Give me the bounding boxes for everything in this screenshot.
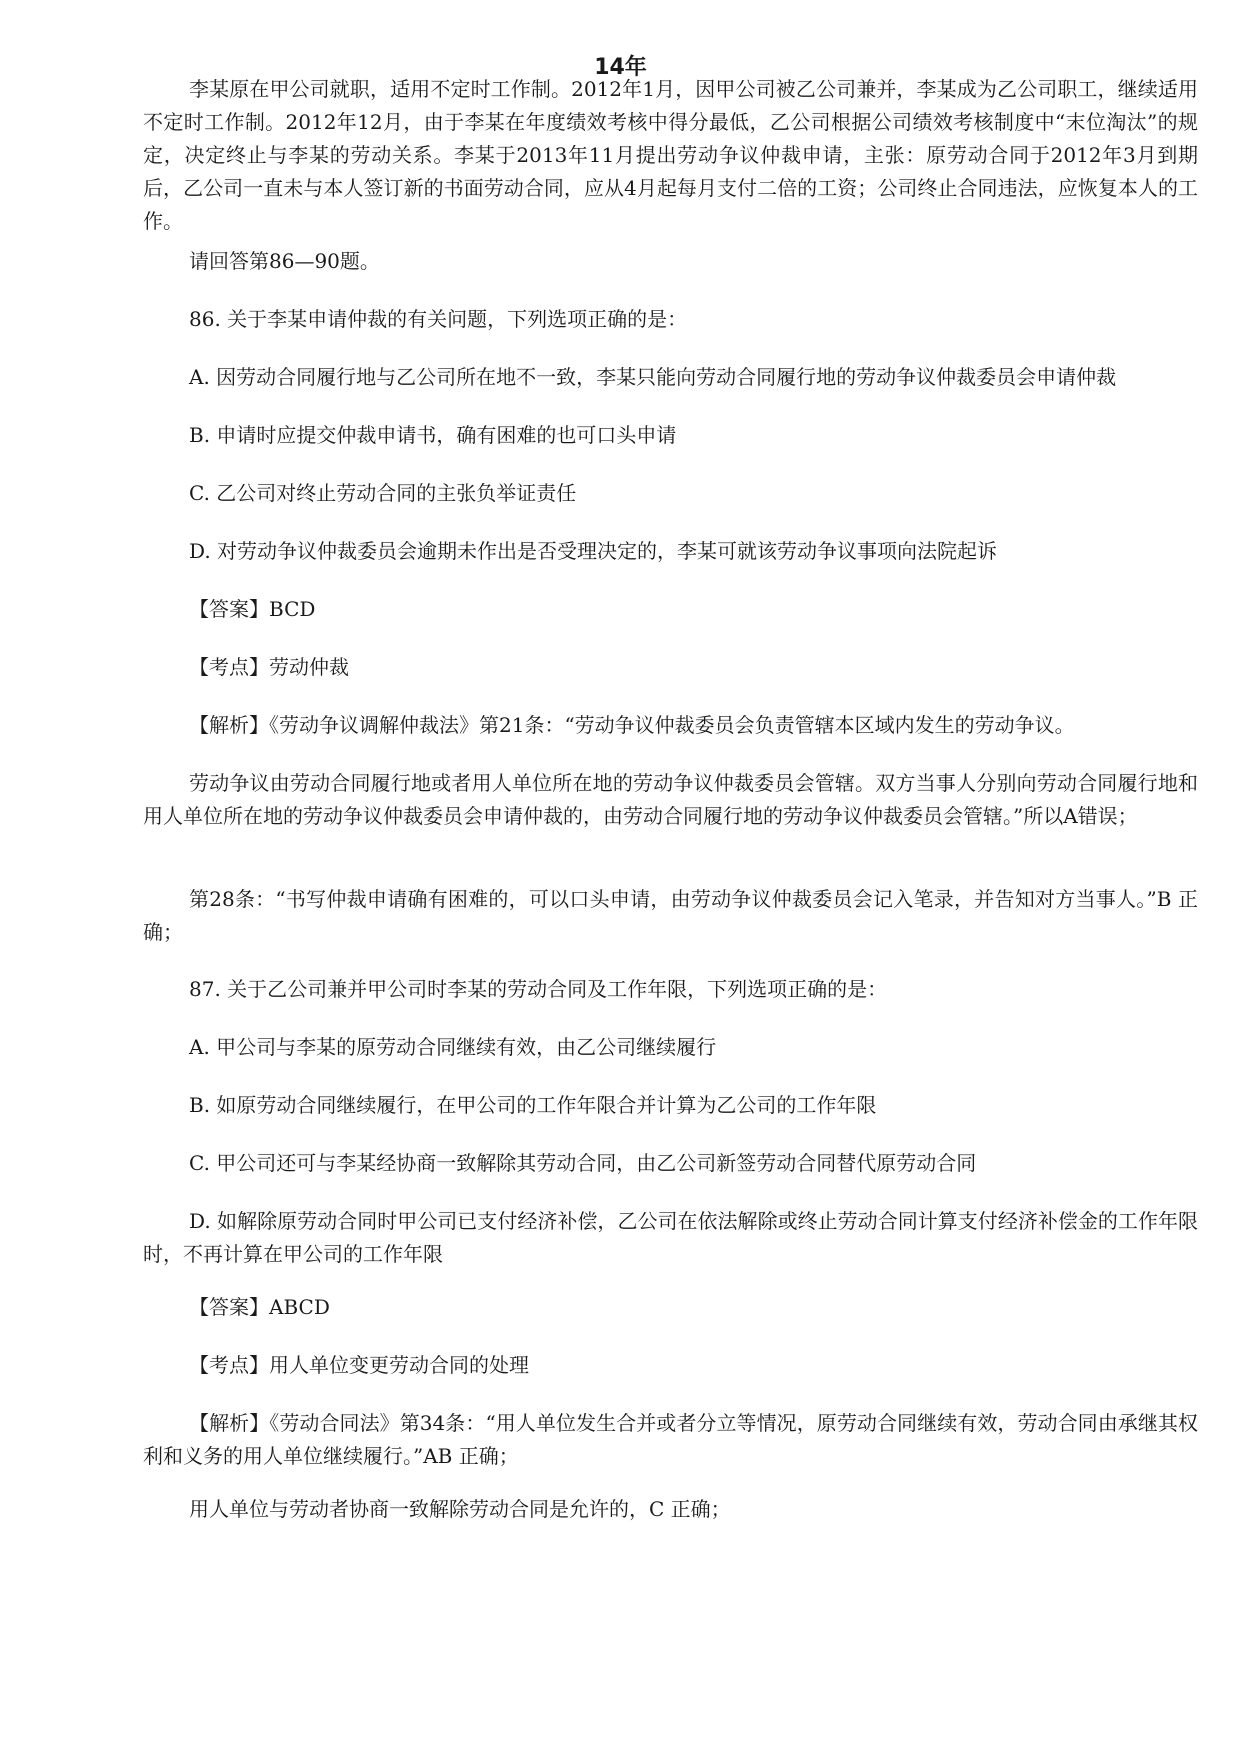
q87-option-c: C. 甲公司还可与李某经协商一致解除其劳动合同，由乙公司新签劳动合同替代原劳动合同 [189,1151,977,1175]
page-title: 14年 [594,55,647,80]
q87-option-d: D. 如解除原劳动合同时甲公司已支付经济补偿，乙公司在依法解除或终止劳动合同计算支付经济补偿金的工作年限时，不再计算在甲公司的工作年限 [143,1209,1198,1266]
q86-stem: 86. 关于李某申请仲裁的有关问题，下列选项正确的是： [189,307,688,331]
q86-analysis-2: 劳动争议由劳动合同履行地或者用人单位所在地的劳动争议仲裁委员会管辖。双方当事人分别向劳动合同履行地和用人单位所在地的劳动争议仲裁委员会申请仲裁的，由劳动合同履行地的劳动争议仲裁委员会管辖。”所以A错误； [143,771,1198,828]
q87-stem: 87. 关于乙公司兼并甲公司时李某的劳动合同及工作年限，下列选项正确的是： [189,977,888,1001]
case-intro: 李某原在甲公司就职，适用不定时工作制。2012年1月，因甲公司被乙公司兼并，李某成为乙公司职工，继续适用不定时工作制。2012年12月，由于李某在年度绩效考核中得分最低，乙公司根据公司绩效考核制度中“末位淘汰”的规定，决定终止与李某的劳动关系。李某于2013年11月提出劳动争议仲裁申请，主张：原劳动合同于2012年3月到期后，乙公司一直未与本人签订新的书面劳动合同，应从4月起每月支付二倍的工资；公司终止合同违法，应恢复本人的工作。 [143,77,1198,233]
q87-answer: 【答案】ABCD [189,1295,330,1319]
q87-option-a: A. 甲公司与李某的原劳动合同继续有效，由乙公司继续履行 [189,1035,717,1059]
q87-key-point: 【考点】用人单位变更劳动合同的处理 [189,1353,529,1377]
q86-option-d: D. 对劳动争议仲裁委员会逾期未作出是否受理决定的，李某可就该劳动争议事项向法院起诉 [189,539,998,563]
q87-analysis-1: 【解析】《劳动合同法》第34条：“用人单位发生合并或者分立等情况，原劳动合同继续有效，劳动合同由承继其权利和义务的用人单位继续履行。”AB 正确； [143,1411,1198,1468]
q86-option-a: A. 因劳动合同履行地与乙公司所在地不一致，李某只能向劳动合同履行地的劳动争议仲裁委员会申请仲裁 [189,365,1117,389]
q87-analysis-2: 用人单位与劳动者协商一致解除劳动合同是允许的，C 正确； [189,1497,731,1521]
q86-analysis-3: 第28条：“书写仲裁申请确有困难的，可以口头申请，由劳动争议仲裁委员会记入笔录，并告知对方当事人。”B 正确； [143,887,1198,944]
q86-answer: 【答案】BCD [189,597,316,621]
q86-analysis-1: 【解析】《劳动争议调解仲裁法》第21条：“劳动争议仲裁委员会负责管辖本区域内发生的劳动争议。 [189,713,1075,737]
q86-option-c: C. 乙公司对终止劳动合同的主张负举证责任 [189,481,577,505]
q86-option-b: B. 申请时应提交仲裁申请书，确有困难的也可口头申请 [189,423,677,447]
question-range-prompt: 请回答第86—90题。 [189,249,380,273]
q86-key-point: 【考点】劳动仲裁 [189,655,349,679]
q87-option-b: B. 如原劳动合同继续履行，在甲公司的工作年限合并计算为乙公司的工作年限 [189,1093,877,1117]
